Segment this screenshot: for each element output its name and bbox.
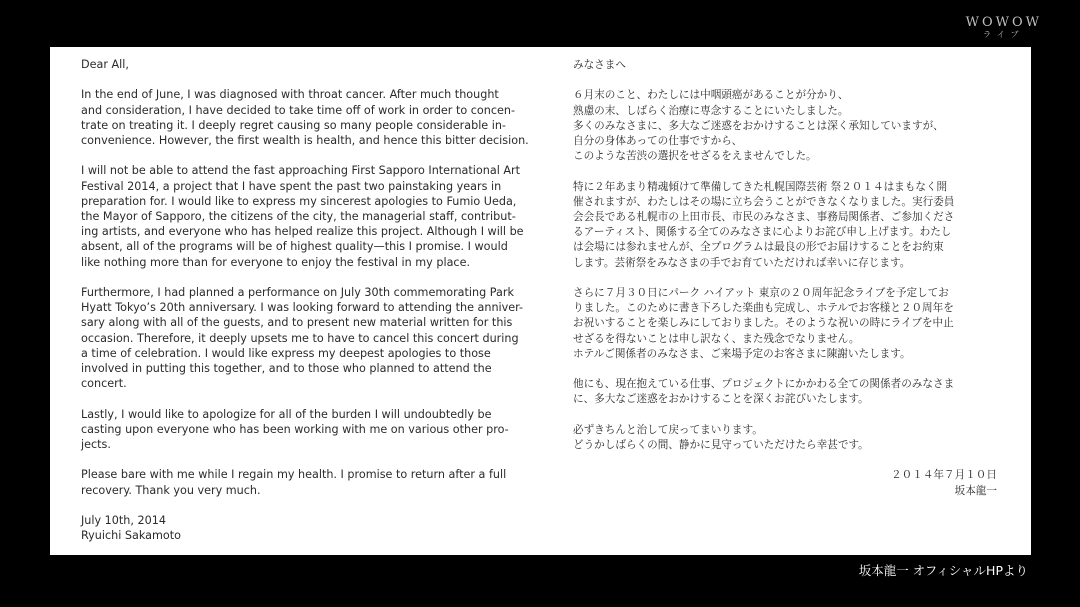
- text-line: 特に２年あまり精魂傾けて準備してきた札幌国際芸術 祭２０１４はまもなく開: [573, 180, 948, 193]
- letter-japanese: [573, 58, 1003, 499]
- text-line: さらに７月３０日にパーク ハイアット 東京の２０周年記念ライブを予定してお: [573, 287, 949, 299]
- text-line: the Mayor of Sapporo, the citizens of the city, the managerial staff, contribut-: [81, 210, 516, 223]
- signature-en: Ryuichi Sakamoto: [81, 529, 181, 543]
- text-line: convenience. However, the first wealth is health, and hence this bitter decision.: [81, 134, 529, 147]
- logo-subtitle: ライブ: [983, 30, 1025, 39]
- text-line: 必ずきちんと治して戻ってまいります。: [573, 423, 763, 436]
- text-line: trate on treating it. I deeply regret causing so many people considerable in-: [81, 118, 506, 132]
- text-line: どうかしばらくの間、静かに見守っていただけたら幸甚です。: [573, 439, 869, 451]
- text-line: recovery. Thank you very much.: [81, 483, 261, 497]
- text-line: ホテルご関係者のみなさま、ご来場予定のお客さまに陳謝いたします。: [573, 347, 911, 360]
- text-line: occasion. Therefore, it deeply upsets me to have to cancel this concert during: [81, 331, 519, 345]
- paragraph-en-3: [81, 285, 524, 391]
- text-line: In the end of June, I was diagnosed with throat cancer. After much thought: [81, 88, 499, 102]
- text-line: 自分の身体あっての仕事ですから、: [573, 135, 743, 147]
- text-line: ing artists, and everyone who has helped realize this project. Although I will be: [81, 225, 524, 239]
- paragraph-ja-4: [573, 377, 1003, 407]
- text-line: Furthermore, I had planned a performance on July 30th commemorating Park: [81, 286, 514, 299]
- text-line: します。芸術祭をみなさまの手でお育ていただければ幸いに存じます。: [573, 256, 911, 269]
- text-line: 他にも、現在抱えている仕事、プロジェクトにかかわる全ての関係者のみなさま: [573, 378, 955, 391]
- text-line: るアーティスト、関係する全てのみなさまに心よりお詫び申し上げます。わたし: [573, 226, 952, 239]
- text-line: は会場には参れませんが、全プログラムは最良の形でお届けすることをお約束: [573, 241, 944, 254]
- signature-ja: 坂本龍一: [954, 484, 997, 497]
- text-line: りました。このために書き下ろした楽曲も完成し、ホテルでお客様と２０周年を: [573, 302, 954, 315]
- paragraph-ja-5: [573, 423, 1003, 453]
- text-line: 会会長である札幌市の上田市長、市民のみなさま、事務局関係者、ご参加くださ: [573, 211, 955, 223]
- text-line: このような苦渋の選択をせざるをえませんでした。: [573, 150, 817, 163]
- text-line: like nothing more than for everyone to enjoy the festival in my place.: [81, 255, 471, 269]
- text-line: absent, all of the programs will be of highest quality—this I promise. I would: [81, 240, 508, 254]
- source-credit: 坂本龍一 オフィシャルHPより: [858, 563, 1028, 578]
- text-line: preparation for. I would like to express my sincerest apologies to Fumio Ueda,: [81, 194, 517, 208]
- paragraph-ja-2: [573, 180, 1003, 271]
- letter-date-ja: ２０１４年７月１０日: [891, 469, 997, 482]
- text-line: and consideration, I have decided to take time off of work in order to concen-: [81, 103, 515, 117]
- wowow-live-logo: [966, 16, 1042, 40]
- text-line: casting upon everyone who has been working with me on various other pro-: [81, 422, 509, 436]
- text-line: 多くのみなさまに、多大なご迷惑をおかけすることは深く承知していますが、: [573, 119, 944, 132]
- text-line: 熟慮の末、しばらく治療に専念することにいたしました。: [573, 104, 849, 117]
- text-line: Hyatt Tokyo’s 20th anniversary. I was looking forward to attending the anniver-: [81, 301, 524, 315]
- greeting-en: Dear All,: [81, 58, 129, 71]
- text-line: sary along with all of the guests, and to present new material written for this: [81, 316, 513, 330]
- text-line: jects.: [81, 438, 111, 452]
- text-line: せざるを得ないことは申し訳なく、また残念でなりません。: [573, 332, 860, 345]
- greeting-ja: みなさまへ: [573, 59, 626, 71]
- paragraph-ja-3: [573, 286, 1003, 362]
- paragraph-en-1: [81, 87, 529, 148]
- letter-english: [81, 57, 529, 543]
- text-line: Festival 2014, a project that I have spent the past two painstaking years in: [81, 179, 502, 193]
- logo-wordmark: WOWOW: [965, 15, 1042, 30]
- letter-date-en: July 10th, 2014: [81, 514, 166, 527]
- text-line: Lastly, I would like to apologize for all of the burden I will undoubtedly be: [81, 407, 492, 421]
- paragraph-ja-1: [573, 88, 1003, 164]
- letter-document: [50, 47, 1031, 555]
- paragraph-en-4: [81, 407, 521, 453]
- paragraph-en-5: [81, 467, 521, 497]
- paragraph-en-2: [81, 163, 524, 269]
- text-line: 催されますが、わたしはその場に立ち会うことができなくなりました。実行委員: [573, 195, 955, 208]
- text-line: お祝いすることを楽しみにしておりました。そのような祝いの時にライブを中止: [573, 317, 954, 330]
- text-line: a time of celebration. I would like express my deepest apologies to those: [81, 346, 491, 360]
- text-line: Please bare with me while I regain my health. I promise to return after a full: [81, 468, 507, 482]
- text-line: ６月末のこと、わたしには中咽頭癌があることが分かり、: [573, 89, 849, 102]
- text-line: I will not be able to attend the fast approaching First Sapporo International Art: [81, 164, 521, 178]
- text-line: involved in putting this together, and to those who planned to attend the: [81, 362, 492, 376]
- text-line: concert.: [81, 377, 127, 391]
- text-line: に、多大なご迷惑をおかけすることを深くお詫びいたします。: [573, 393, 869, 406]
